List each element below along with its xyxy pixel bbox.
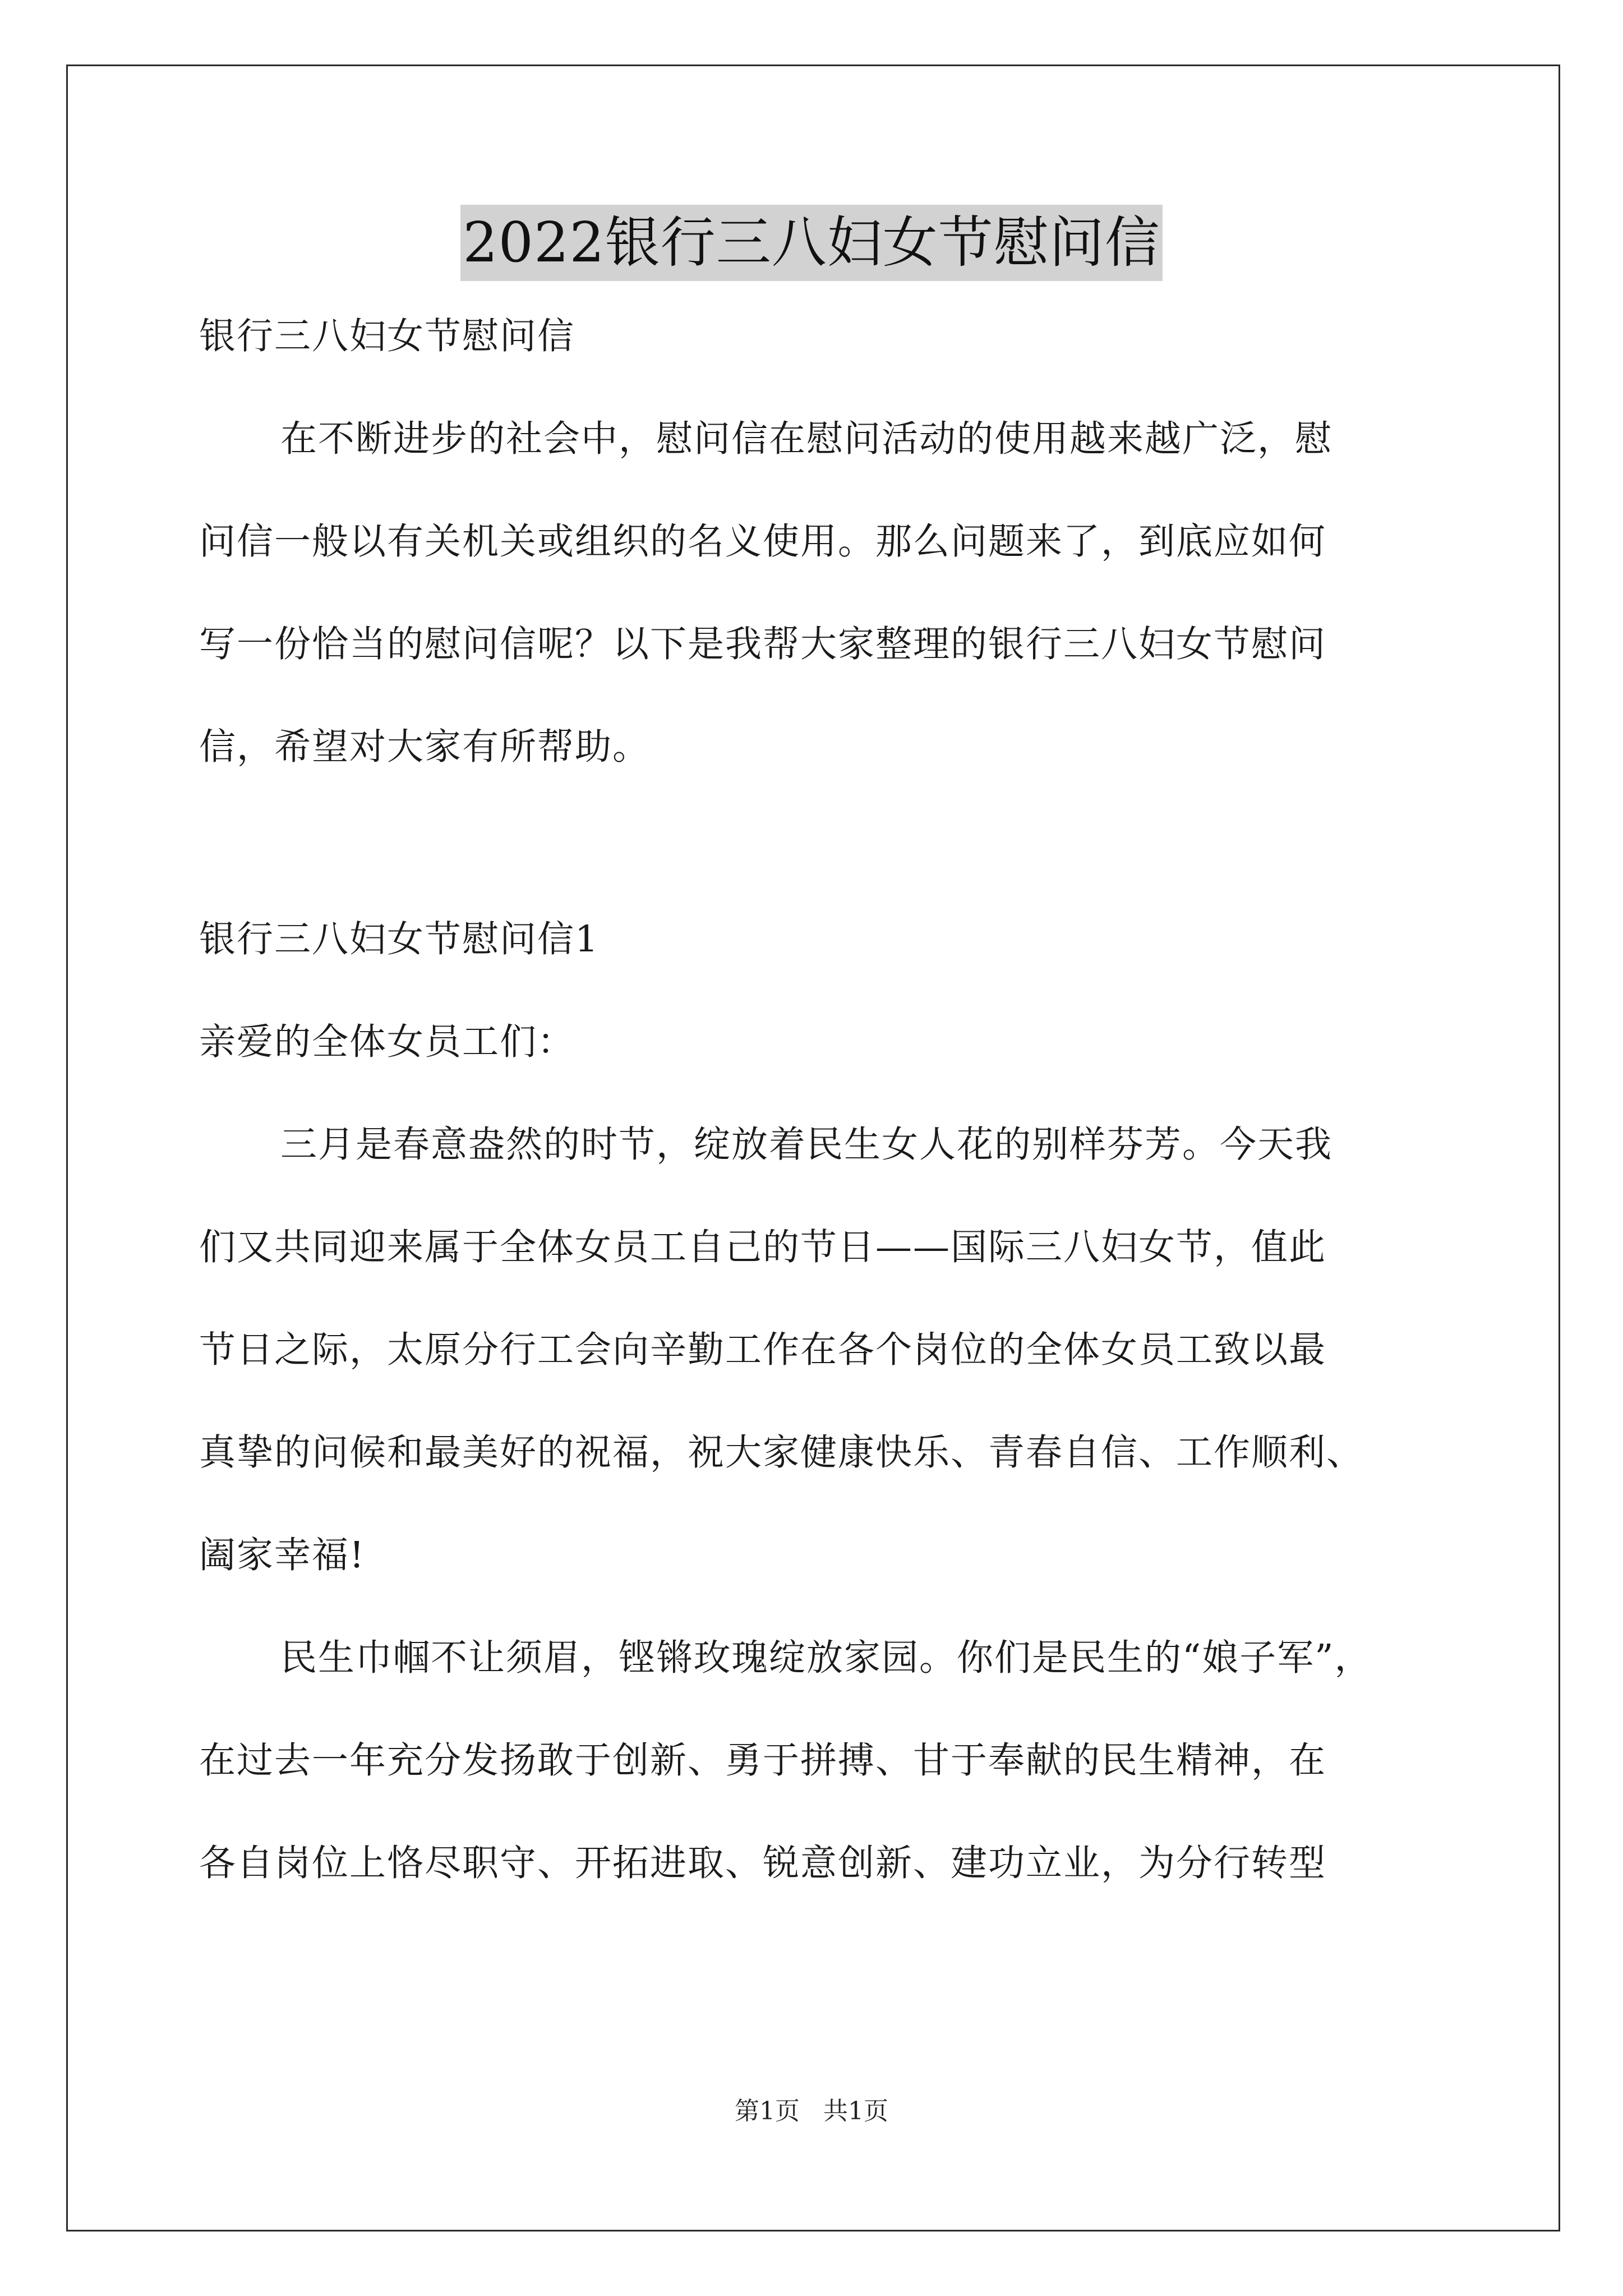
paragraph-line: 们又共同迎来属于全体女员工自己的节日——国际三八妇女节，值此 — [199, 1226, 1327, 1268]
title-container — [0, 205, 1623, 281]
paragraph-line: 民生巾帼不让须眉，铿锵玫瑰绽放家园。你们是民生的“娘子军”， — [280, 1637, 1372, 1679]
paragraph-line: 真挚的问候和最美好的祝福，祝大家健康快乐、青春自信、工作顺利、 — [199, 1432, 1364, 1474]
document-body — [199, 307, 1455, 1937]
page-total: 共1页 — [823, 2097, 888, 2125]
document-subtitle: 银行三八妇女节慰问信 — [199, 315, 575, 357]
intro-line: 在不断进步的社会中，慰问信在慰问活动的使用越来越广泛，慰 — [280, 418, 1333, 460]
paragraph-line: 阖家幸福! — [199, 1534, 366, 1576]
paragraph-line: 在过去一年充分发扬敢于创新、勇于拼搏、甘于奉献的民生精神，在 — [199, 1740, 1327, 1782]
page-number: 第1页 — [735, 2097, 800, 2125]
section-heading: 银行三八妇女节慰问信1 — [199, 918, 600, 960]
document-title: 2022银行三八妇女节慰问信 — [460, 205, 1162, 281]
intro-line: 问信一般以有关机关或组织的名义使用。那么问题来了，到底应如何 — [199, 521, 1327, 563]
intro-line: 写一份恰当的慰问信呢？以下是我帮大家整理的银行三八妇女节慰问 — [199, 623, 1327, 665]
page-footer — [0, 2095, 1623, 2128]
intro-line: 信，希望对大家有所帮助。 — [199, 726, 651, 768]
salutation: 亲爱的全体女员工们： — [199, 1021, 575, 1063]
section-spacer — [199, 821, 1455, 910]
paragraph-line: 各自岗位上恪尽职守、开拓进取、锐意创新、建功立业，为分行转型 — [199, 1842, 1327, 1884]
paragraph-line: 节日之际，太原分行工会向辛勤工作在各个岗位的全体女员工致以最 — [199, 1329, 1327, 1371]
paragraph-line: 三月是春意盎然的时节，绽放着民生女人花的别样芬芳。今天我 — [280, 1124, 1333, 1166]
